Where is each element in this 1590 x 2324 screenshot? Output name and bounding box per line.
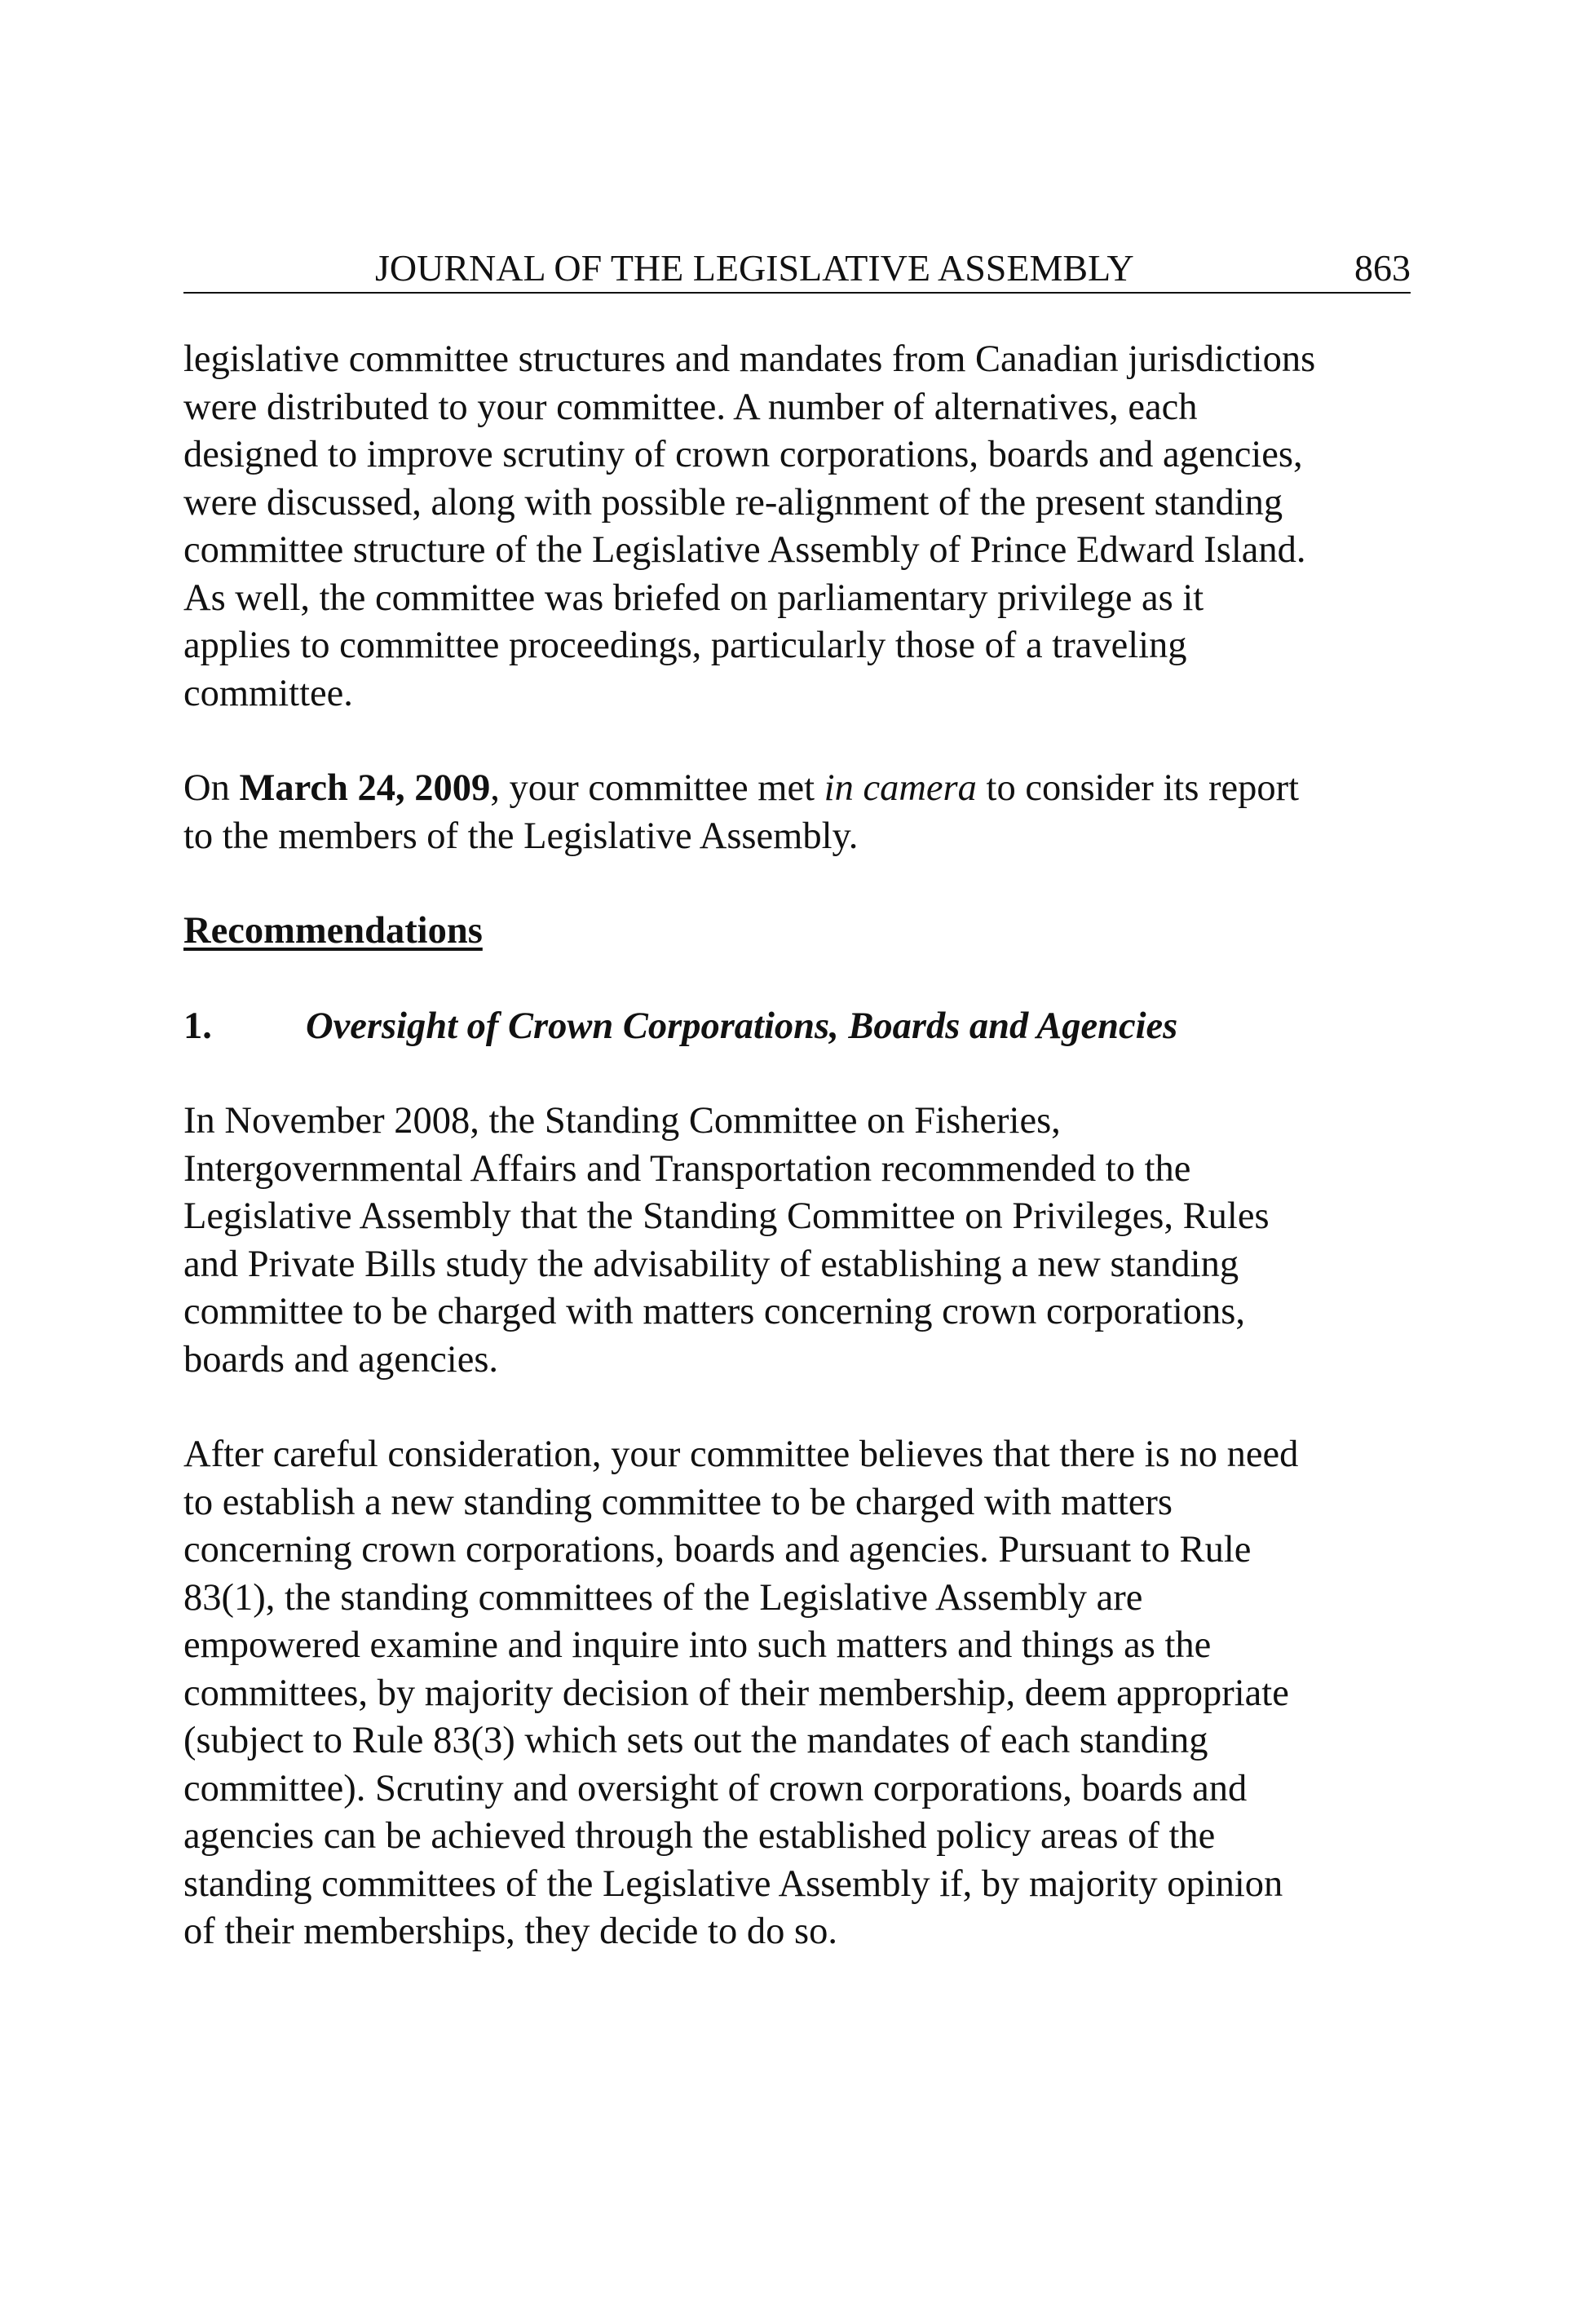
- recommendation-title: Oversight of Crown Corporations, Boards and Agencies: [306, 1005, 1178, 1047]
- text-line: agencies can be achieved through the established policy areas of the: [183, 1815, 1216, 1857]
- text-line: empowered examine and inquire into such matters and things as the: [183, 1624, 1212, 1666]
- meeting-date: March 24, 2009: [239, 767, 491, 809]
- text-line: [183, 765, 1411, 813]
- text-fragment: to consider its report: [976, 767, 1300, 809]
- text-line: standing committees of the Legislative Assembly if, by majority opinion: [183, 1862, 1283, 1905]
- text-line: committee). Scrutiny and oversight of crown corporations, boards and: [183, 1767, 1248, 1809]
- text-line: and Private Bills study the advisability of establishing a new standing: [183, 1243, 1239, 1285]
- text-line: committees, by majority decision of their membership, deem appropriate: [183, 1672, 1289, 1714]
- in-camera-term: in camera: [824, 767, 977, 809]
- text-line: committee to be charged with matters concerning crown corporations,: [183, 1291, 1245, 1332]
- text-line: applies to committee proceedings, particularly those of a traveling: [183, 625, 1187, 666]
- text-line: of their memberships, they decide to do so.: [183, 1911, 837, 1952]
- text-line: to the members of the Legislative Assembly.: [183, 815, 859, 857]
- text-line: designed to improve scrutiny of crown corporations, boards and agencies,: [183, 434, 1303, 475]
- paragraph-meeting-date: [183, 765, 1411, 860]
- running-title: JOURNAL OF THE LEGISLATIVE ASSEMBLY: [375, 247, 1134, 289]
- section-heading-recommendations: Recommendations: [183, 910, 483, 952]
- text-line: After careful consideration, your committee believes that there is no need: [183, 1434, 1299, 1475]
- text-fragment: , your committee met: [490, 767, 824, 809]
- text-line: In November 2008, the Standing Committee on Fisheries,: [183, 1100, 1061, 1142]
- text-line: (subject to Rule 83(3) which sets out the mandates of each standing: [183, 1720, 1208, 1761]
- text-line: concerning crown corporations, boards and agencies. Pursuant to Rule: [183, 1529, 1252, 1571]
- recommendation-number: 1.: [183, 1005, 212, 1047]
- text-line: Legislative Assembly that the Standing Committee on Privileges, Rules: [183, 1195, 1270, 1237]
- document-page: [183, 245, 1411, 1956]
- text-line: legislative committee structures and mandates from Canadian jurisdictions: [183, 338, 1316, 380]
- paragraph-committee-conclusion: [183, 1431, 1411, 1956]
- text-line: boards and agencies.: [183, 1338, 499, 1381]
- text-line: 83(1), the standing committees of the Legislative Assembly are: [183, 1576, 1143, 1619]
- text-fragment: On: [183, 767, 240, 809]
- text-line: were distributed to your committee. A number of alternatives, each: [183, 386, 1198, 428]
- page-number: 863: [1354, 247, 1411, 289]
- text-line: committee structure of the Legislative Assembly of Prince Edward Island.: [183, 529, 1306, 571]
- text-line: were discussed, along with possible re-alignment of the present standing: [183, 481, 1283, 524]
- text-line: committee.: [183, 672, 353, 714]
- text-line: As well, the committee was briefed on parliamentary privilege as it: [183, 577, 1204, 619]
- paragraph-committee-materials: [183, 336, 1411, 718]
- text-line: to establish a new standing committee to be charged with matters: [183, 1481, 1173, 1523]
- running-header: [183, 245, 1411, 294]
- recommendation-heading: [183, 1003, 1411, 1051]
- paragraph-november-recommendation: [183, 1098, 1411, 1384]
- text-line: Intergovernmental Affairs and Transportation recommended to the: [183, 1147, 1191, 1190]
